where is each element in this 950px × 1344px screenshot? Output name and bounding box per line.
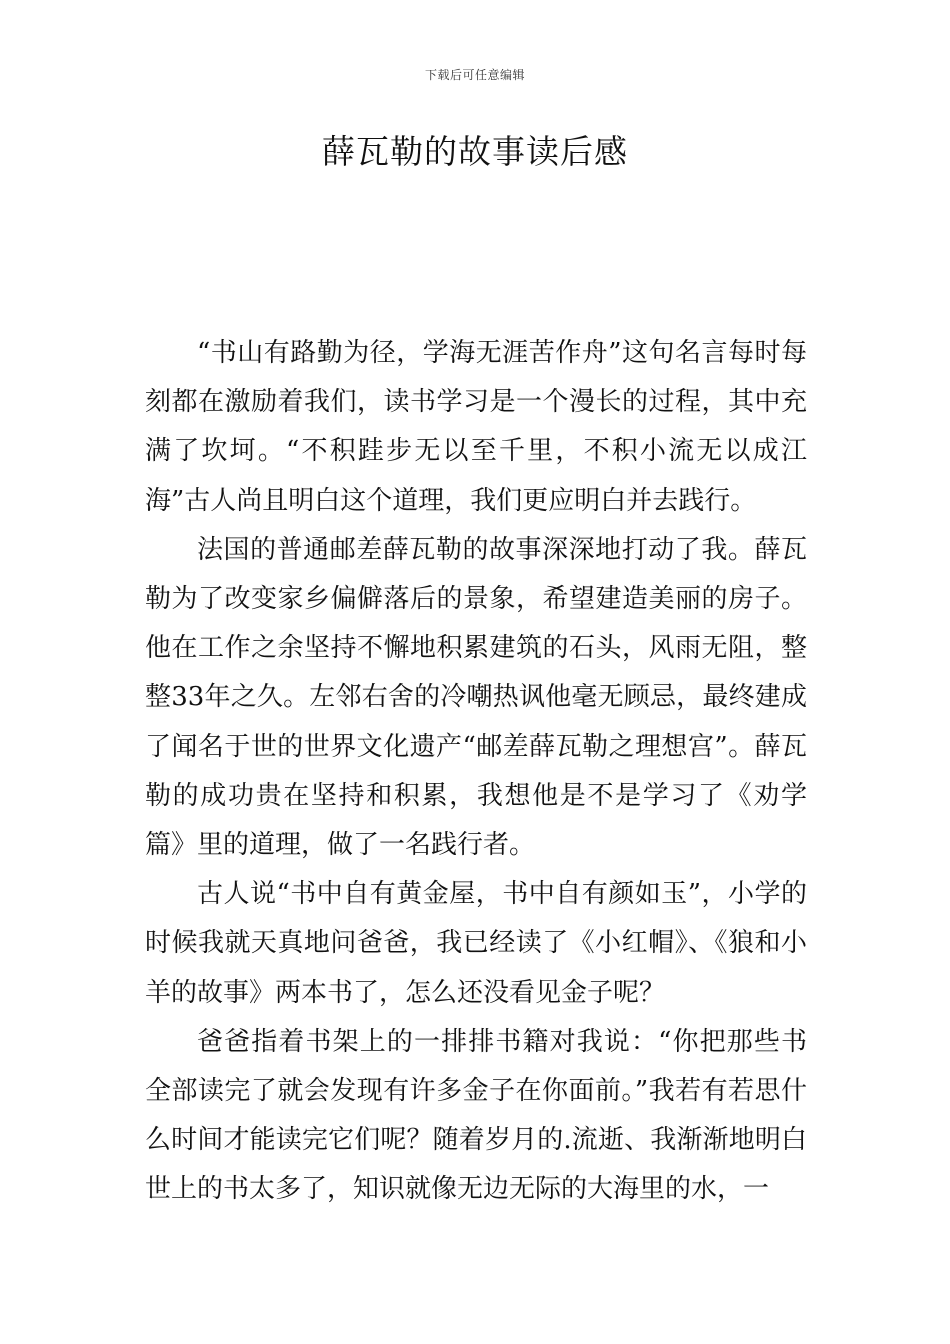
- header-note: 下载后可任意编辑: [424, 68, 525, 82]
- paragraph: 爸爸指着书架上的一排排书籍对我说：“你把那些书全部读完了就会发现有许多金子在你面前。”我若有若思什么时间才能读完它们呢？随着岁月的.流逝、我渐渐地明白世上的书太多了，知识就像无边无际的大海里的水，一: [145, 1026, 807, 1205]
- paragraph: 法国的普通邮差薛瓦勒的故事深深地打动了我。薛瓦勒为了改变家乡偏僻落后的景象，希望建造美丽的房子。他在工作之余坚持不懈地积累建筑的石头，风雨无阻，整整33年之久。左邻右舍的冷嘲热讽他毫无顾忌，最终建成了闻名于世的世界文化遗产“邮差薛瓦勒之理想宫”。薛瓦勒的成功贵在坚持和积累，我想他是不是学习了《劝学篇》里的道理，做了一名践行者。: [145, 534, 807, 861]
- paragraph: “书山有路勤为径，学海无涯苦作舟”这句名言每时每刻都在激励着我们，读书学习是一个漫长的过程，其中充满了坎坷。“不积跬步无以至千里，不积小流无以成江海”古人尚且明白这个道理，我们更应明白并去践行。: [145, 338, 807, 516]
- paragraph: 古人说“书中自有黄金屋，书中自有颜如玉”，小学的时候我就天真地问爸爸，我已经读了《小红帽》、《狼和小羊的故事》两本书了，怎么还没看见金子呢？: [145, 879, 807, 1008]
- document-title: 薛瓦勒的故事读后感: [322, 132, 628, 171]
- document-body: [145, 329, 807, 1215]
